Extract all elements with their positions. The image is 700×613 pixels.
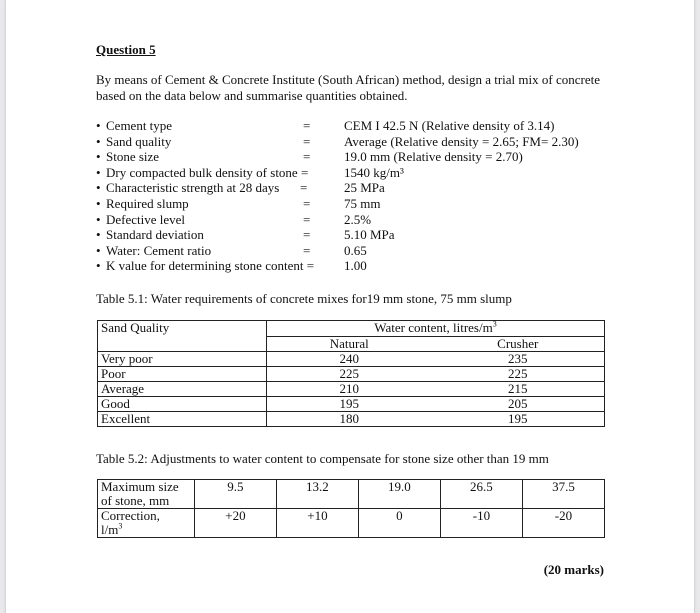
item-value: 19.0 mm (Relative density = 2.70) [344,149,523,165]
list-item: • K value for determining stone content = 1.00 [96,258,367,274]
table-cell: 240 [267,352,432,367]
list-item: • Cement type = CEM I 42.5 N (Relative density of 3.14) [96,118,555,133]
table-cell: 9.5 [194,480,276,509]
item-label: Defective level [106,211,186,227]
item-equals: = [303,118,311,133]
table-cell: 13.2 [276,480,358,509]
table-cell: 215 [432,382,605,397]
table-cell: 19.0 [358,480,440,509]
list-item: • Stone size = 19.0 mm (Relative density = 2.70) [96,149,523,165]
table-row [98,382,605,397]
table-cell: 225 [267,367,432,382]
table-cell: 180 [267,412,432,427]
item-equals: = [303,195,311,211]
table-cell: 195 [267,397,432,412]
item-value: 0.65 [344,242,367,258]
table-cell: Excellent [98,412,267,427]
question-title: Question 5 [96,42,156,57]
item-value: Average (Relative density = 2.65; FM= 2.30) [344,133,579,149]
table-row [98,367,605,382]
table-header: Sand Quality [98,321,267,352]
table-cell: -10 [440,509,522,538]
item-equals: = [303,227,311,243]
table-cell: Good [98,397,267,412]
table1-caption: Table 5.1: Water requirements of concrete mixes for19 mm stone, 75 mm slump [96,291,512,306]
list-item: • Sand quality = Average (Relative density = 2.65; FM= 2.30) [96,133,579,149]
table-cell: 37.5 [522,480,604,509]
table-cell: Average [98,382,267,397]
item-equals: = [300,180,308,196]
item-value: 75 mm [344,195,381,211]
item-label: Sand quality [106,133,172,149]
item-equals: = [300,164,309,180]
item-value: 25 MPa [344,180,385,196]
item-value: 1540 kg/m³ [344,164,404,180]
table-cell: 225 [432,367,605,382]
item-equals: = [303,133,311,149]
item-value: CEM I 42.5 N (Relative density of 3.14) [344,118,555,133]
list-item: • Characteristic strength at 28 days = 25 MPa [96,180,385,196]
item-label: K value for determining stone content [106,258,304,274]
item-label: Water: Cement ratio [106,242,212,258]
table-row [98,412,605,427]
item-label: Dry compacted bulk density of stone [106,164,298,180]
table-subheader-crusher: Crusher [432,336,605,352]
table-row-label: Correction, $l/m^3$ [98,509,195,538]
item-equals: = [303,149,311,165]
list-item: • Standard deviation = 5.10 MPa [96,227,395,243]
table-row-label: Maximum size of stone, mm [98,480,195,509]
table-row [98,352,605,367]
table-cell: 0 [358,509,440,538]
table-cell: 210 [267,382,432,397]
water-requirements-table [97,320,605,427]
item-label: Standard deviation [106,227,204,243]
list-item: • Required slump = 75 mm [96,195,381,211]
item-value: 2.5% [344,211,372,227]
item-label: Characteristic strength at 28 days [106,180,280,196]
table-group-header: Water content, litres/$m^3$ [267,321,605,337]
question-intro: By means of Cement & Concrete Institute (South African) method, design a trial mix of concrete based on the data below and summarise quantities obtained. [96,72,600,103]
item-label: Required slump [106,195,189,211]
table-cell: 26.5 [440,480,522,509]
marks-label: (20 marks) [543,562,604,577]
table-cell: Very poor [98,352,267,367]
table-cell: +10 [276,509,358,538]
item-label: Stone size [106,149,160,165]
table-row [98,397,605,412]
table-cell: 195 [432,412,605,427]
item-equals: = [306,258,315,274]
list-item: • Water: Cement ratio = 0.65 [96,242,367,258]
table-cell: Poor [98,367,267,382]
item-value: 1.00 [344,258,367,274]
list-item: • Dry compacted bulk density of stone = 1540 kg/m³ [96,164,404,180]
item-value: 5.10 MPa [344,227,395,243]
table-cell: 205 [432,397,605,412]
table-cell: -20 [522,509,604,538]
water-adjustment-table [97,479,605,538]
table-cell: +20 [194,509,276,538]
table-subheader-natural: Natural [267,336,432,352]
table2-caption: Table 5.2: Adjustments to water content to compensate for stone size other than 19 mm [96,451,549,466]
table-cell: 235 [432,352,605,367]
document-page [5,0,695,613]
item-equals: = [303,211,311,227]
design-data-list [96,118,616,274]
list-item: • Defective level = 2.5% [96,211,372,227]
item-equals: = [303,242,311,258]
item-label: Cement type [106,118,173,133]
